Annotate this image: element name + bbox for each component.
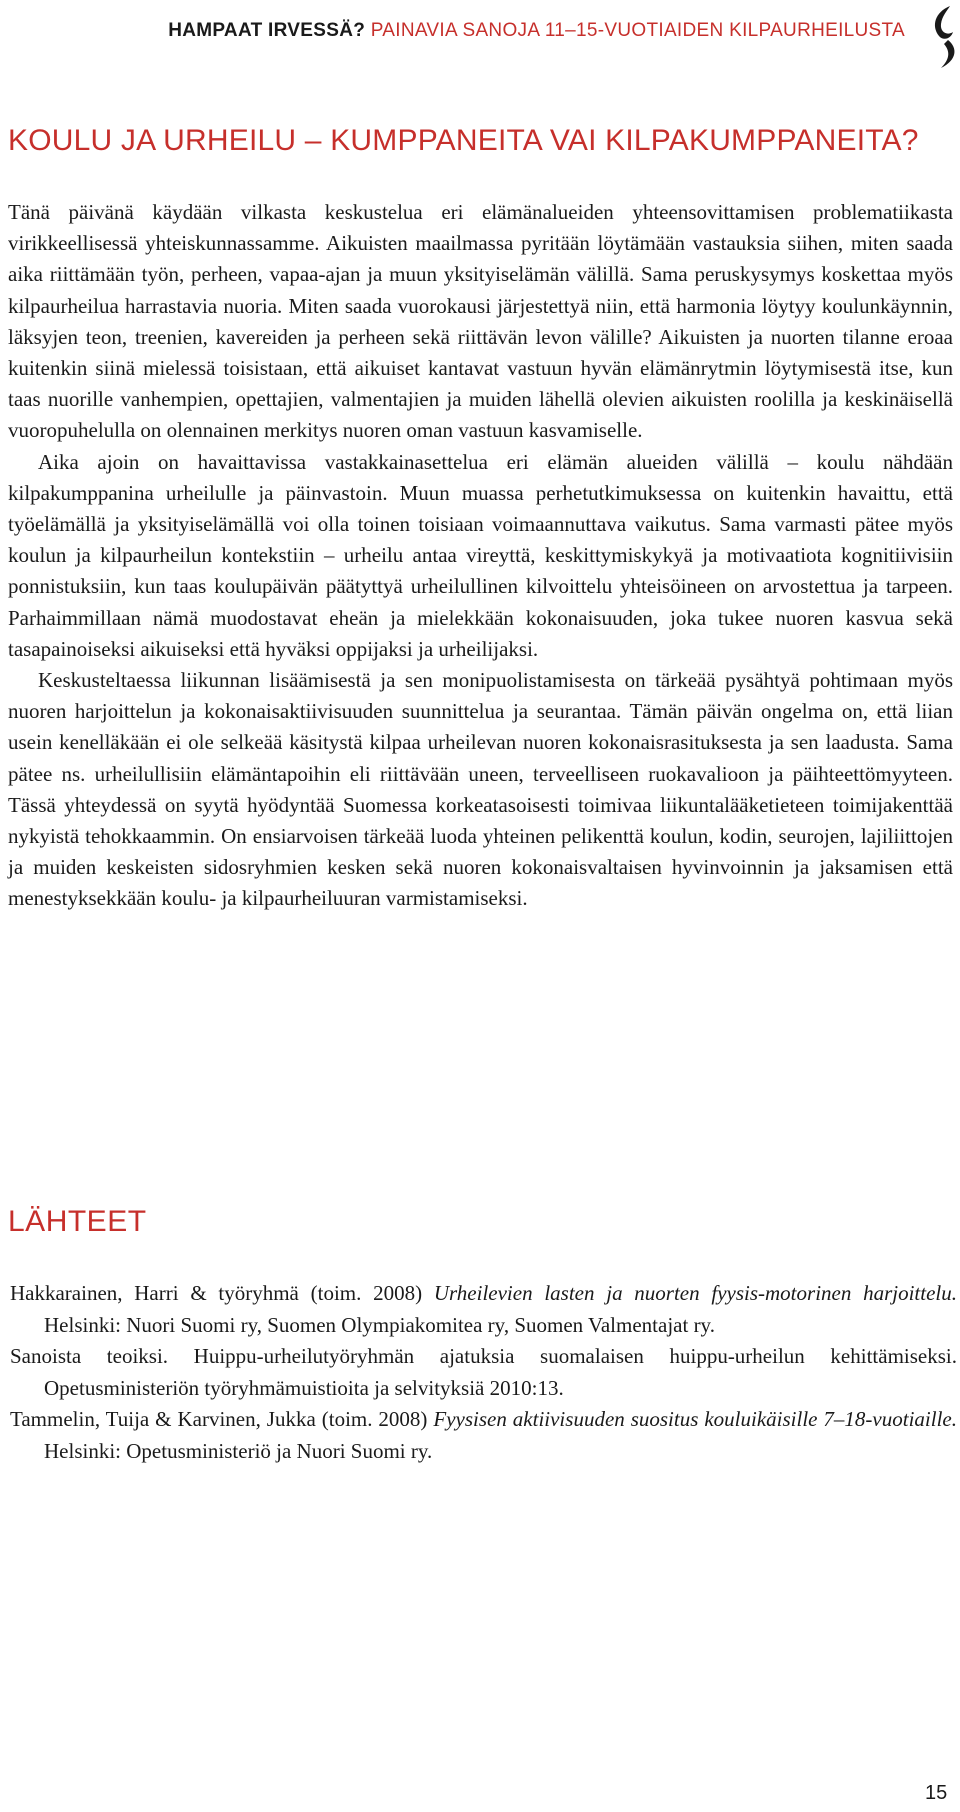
stylized-leaf-swash-icon	[927, 4, 959, 70]
body-paragraph: Keskusteltaessa liikunnan lisäämisestä ja sen monipuolistamisesta on tärkeää pysähtyä pohtimaan myös nuoren harjoittelun ja kokonaisaktiivisuuden suunnittelua ja seurantaa. Tämän päivän ongelma on, että liian usein kenelläkään ei ole selkeää käsitystä kilpaa urheilevan nuoren kokonaisrasituksesta ja sen laadusta. Sama pätee ns. urheilullisiin elämäntapoihin eli riittävään uneen, terveelliseen ruokavalioon ja päihteettömyyteen. Tässä yhteydessä on syytä hyödyntää Suomessa korkeatasoisesti toimivaa liikuntalääketieteen toimijakenttää nykyistä tehokkaammin. On ensiarvoisen tärkeää luoda yhteinen pelikenttä koulun, kodin, seurojen, lajiliittojen ja muiden keskeisten sidosryhmien kesken sekä nuoren kokonaisvaltaisen hyvinvoinnin ja jaksamisen että menestyksekkään koulu- ja kilpaurheiluuran varmistamiseksi.	[8, 668, 953, 911]
reference-title: Fyysisen aktiivisuuden suositus kouluikäisille 7–18-vuotiaille.	[433, 1407, 957, 1431]
running-head-subtitle: PAINAVIA SANOJA 11–15-VUOTIAIDEN KILPAURHEILUSTA	[370, 20, 905, 41]
reference-item	[10, 1404, 957, 1467]
references-title: LÄHTEET	[8, 1205, 147, 1238]
running-head	[0, 20, 905, 42]
reference-title: Urheilevien lasten ja nuorten fyysis-motorinen harjoittelu.	[433, 1281, 958, 1305]
running-head-title: HAMPAAT IRVESSÄ?	[168, 20, 366, 41]
body-paragraph: Tänä päivänä käydään vilkasta keskustelua eri elämänalueiden yhteensovittamisen problematiikasta virikkeellisessä yhteiskunnassamme. Aikuisten maailmassa pyritään löytämään vastauksia siihen, miten saada aika riittämään työn, perheen, vapaa-ajan ja muun yksityiselämän välillä. Sama peruskysymys koskettaa myös kilpaurheilua harrastavia nuoria. Miten saada vuorokausi järjestettyä niin, että harmonia löytyy koulunkäynnin, läksyjen teon, treenien, kavereiden ja perheen sekä riittävän levon välille? Aikuisten ja nuorten tilanne eroaa kuitenkin siinä mielessä toisistaan, että aikuiset kantavat vastuun hyvän elämänrytmin löytymisestä itse, kun taas nuorille vanhempien, opettajien, valmentajien ja muiden lähellä olevien aikuisten roolilla ja keskinäisellä vuoropuhelulla on olennainen merkitys nuoren oman vastuun kasvamiselle.	[8, 200, 953, 443]
reference-publisher: Helsinki: Opetusministeriö ja Nuori Suomi ry.	[44, 1438, 433, 1463]
section-title: KOULU JA URHEILU – KUMPPANEITA VAI KILPAKUMPPANEITA?	[8, 124, 919, 157]
reference-authors: Hakkarainen, Harri & työryhmä (toim. 2008)	[10, 1281, 434, 1305]
reference-text: Sanoista teoiksi. Huippu-urheilutyöryhmän ajatuksia suomalaisen huippu-urheilun kehittämiseksi. Opetusministeriön työryhmämuistioita ja selvityksiä 2010:13.	[10, 1344, 957, 1400]
reference-publisher: Helsinki: Nuori Suomi ry, Suomen Olympiakomitea ry, Suomen Valmentajat ry.	[44, 1312, 715, 1337]
references-list	[10, 1278, 957, 1467]
reference-authors: Tammelin, Tuija & Karvinen, Jukka (toim. 2008)	[10, 1407, 434, 1431]
article-body	[8, 197, 953, 915]
reference-item	[10, 1341, 957, 1404]
page-number: 15	[925, 1782, 948, 1804]
reference-item	[10, 1278, 957, 1341]
body-paragraph: Aika ajoin on havaittavissa vastakkainasettelua eri elämän alueiden välillä – koulu nähdään kilpakumppanina urheilulle ja päinvastoin. Muun muassa perhetutkimuksessa on kuitenkin havaittu, että työelämällä ja yksityiselämällä voi olla toinen toisiaan voimaannuttava vaikutus. Sama varmasti pätee myös koulun ja kilpaurheilun kontekstiin – urheilu antaa vireyttä, keskittymiskykyä ja motivaatiota kognitiivisiin ponnistuksiin, kun taas koulupäivän päätyttyä urheilullinen kilvoittelu yhteisöineen on arvostettua ja tarpeen. Parhaimmillaan nämä muodostavat eheän ja mielekkään kokonaisuuden, joka tukee nuoren kasvua sekä tasapainoiseksi aikuiseksi että hyväksi oppijaksi ja urheilijaksi.	[8, 449, 953, 661]
